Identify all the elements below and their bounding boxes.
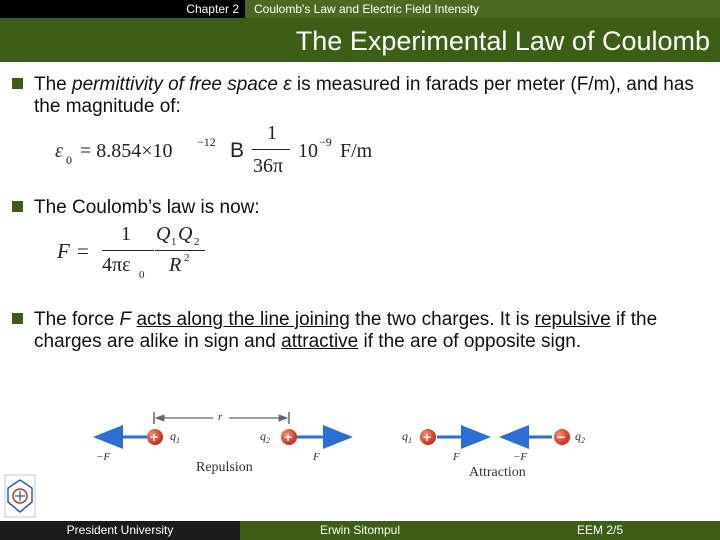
bullet-marker (12, 78, 23, 89)
formula-eq: = (77, 239, 89, 263)
slide-title: The Experimental Law of Coulomb (295, 26, 710, 56)
charge-label: $q_1$ (402, 429, 412, 445)
charge-label: $q_1$ (170, 429, 180, 445)
bullet-text: The Coulomb’s law is now: (34, 197, 260, 218)
chapter-subtitle: Coulomb's Law and Electric Field Intensity (245, 0, 720, 18)
force-label: −F (96, 451, 111, 463)
distance-label: r (218, 411, 223, 423)
formula-exp2: −9 (319, 135, 332, 149)
bullet-text: if the are of opposite sign. (358, 331, 582, 352)
bullet-permittivity (12, 74, 712, 118)
university-logo-icon (4, 474, 36, 518)
fraction-bar (252, 149, 290, 150)
formula-R: R (169, 254, 182, 276)
formula-Q2: Q (178, 223, 193, 245)
footer-page: EEM 2/5 (480, 521, 720, 540)
distance-indicator (154, 411, 289, 424)
permittivity-formula (55, 122, 395, 184)
underlined-text: acts along the line joining (136, 309, 350, 330)
chapter-label: Chapter 2 (186, 2, 239, 16)
title-bar (0, 18, 720, 62)
underlined-text: repulsive (534, 309, 611, 330)
footer-author: Erwin Sitompul (240, 521, 480, 540)
force-label: F (313, 451, 320, 463)
formula-Q1: Q (156, 223, 171, 245)
attraction-diagram (402, 429, 585, 480)
repulsion-diagram (96, 429, 350, 475)
formula-mid: B (230, 139, 245, 162)
formula-num1: 1 (121, 223, 131, 245)
fraction-bar (102, 250, 154, 251)
bullet-marker (12, 313, 23, 324)
plus-sign: + (423, 429, 432, 445)
bullet-text: is measured in farads per meter (F/m), and has the magnitude of: (34, 74, 694, 117)
formula-F: F (57, 239, 70, 263)
charge-label: $q_2$ (260, 429, 270, 445)
bullet-text: The force (34, 309, 120, 330)
formula-R-sup: 2 (184, 252, 190, 264)
charge-label: $q_2$ (575, 429, 585, 445)
formula-exp1: −12 (197, 135, 216, 149)
formula-den: 36π (253, 155, 284, 177)
formula-unit: F/m (340, 140, 373, 162)
bullet-text: the two charges. It is (349, 309, 535, 330)
force-label: F (453, 451, 460, 463)
repulsion-label: Repulsion (196, 460, 253, 475)
footer-bar (0, 521, 720, 540)
underlined-text: attractive (281, 331, 359, 352)
formula-den1-sub: 0 (139, 269, 145, 281)
formula-tail: 10 (298, 140, 318, 162)
formula-num: 1 (267, 122, 277, 144)
bullet-italic: F (119, 309, 132, 330)
plus-sign: + (150, 429, 159, 445)
coulomb-formula (57, 224, 227, 286)
formula-value: = 8.854×10 (80, 140, 173, 162)
formula-Q2-sub: 2 (194, 236, 200, 248)
force-label: −F (513, 451, 528, 463)
formula-Q1-sub: 1 (171, 236, 177, 248)
formula-eps: ε (55, 140, 63, 162)
bullet-text: if the charges are alike in sign and (34, 309, 658, 352)
bullet-text: The (34, 74, 73, 95)
fraction-bar (155, 250, 205, 251)
minus-sign: − (557, 429, 566, 445)
formula-eps-sub: 0 (66, 153, 72, 167)
bullet-force-direction (12, 309, 712, 353)
top-bar (0, 0, 720, 18)
formula-den1: 4πε (102, 254, 131, 276)
attraction-label: Attraction (469, 465, 526, 480)
footer-university: President University (0, 521, 240, 540)
plus-sign: + (284, 429, 293, 445)
bullet-coulomb-law (12, 197, 712, 219)
bullet-marker (12, 201, 23, 212)
bullet-italic: permittivity of free space ε (72, 74, 292, 95)
coulomb-force-diagram (88, 404, 608, 490)
